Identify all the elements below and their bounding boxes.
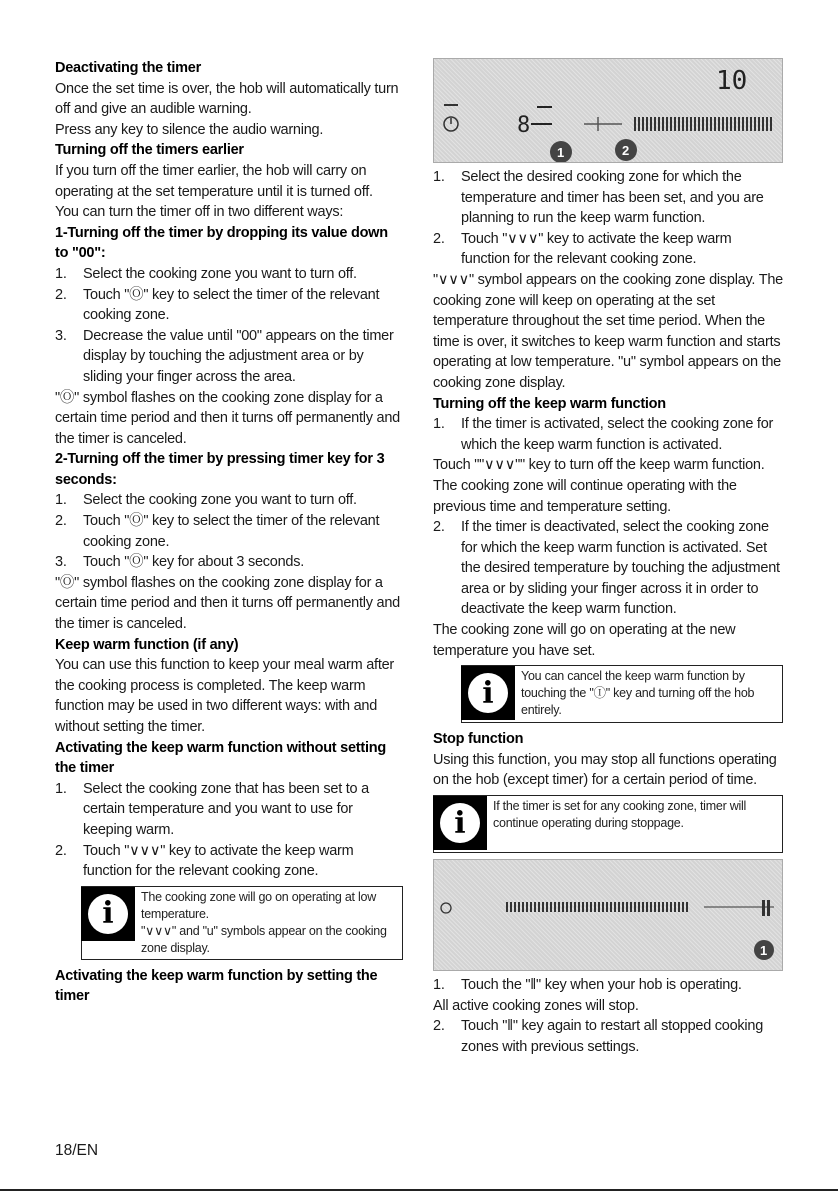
paragraph: "Ⓞ" symbol flashes on the cooking zone display for a certain time period and then it turns off permanently and the timer is canceled. bbox=[55, 389, 400, 447]
paragraph: "Ⓞ" symbol flashes on the cooking zone display for a certain time period and then it turns off permanently and the timer is canceled. bbox=[55, 574, 400, 633]
paragraph: The cooking zone will go on operating at the new temperature you have set. bbox=[433, 622, 736, 659]
section-title: Keep warm function (if any) bbox=[55, 636, 239, 653]
hob-control-panel-illustration bbox=[433, 58, 783, 163]
slider-bars bbox=[634, 117, 774, 131]
section-title: 1-Turning off the timer by dropping its value down to "00": bbox=[55, 224, 388, 262]
note-text: "∨∨∨" and "u" symbols appear on the cooking zone display. bbox=[141, 923, 387, 955]
paragraph: Using this function, you may stop all functions operating on the hob (except timer) for a certain period of time. bbox=[433, 751, 777, 789]
zone-display: 8 bbox=[517, 113, 531, 138]
list-item: 1. Select the cooking zone you want to turn off. bbox=[55, 492, 357, 509]
list-item: 2. Touch "‖" key again to restart all stopped cooking zones with previous settings. bbox=[433, 1018, 764, 1055]
paragraph: "∨∨∨" symbol appears on the cooking zone display. The cooking zone will keep on operating at the set temperature throughout the set time period. When the time is over, it switches to keep warm function and starts operating at low temperature. "u" symbol appears on the cooking zone display. bbox=[433, 271, 783, 391]
info-icon: i bbox=[433, 796, 487, 850]
right-column bbox=[433, 58, 783, 1057]
note-text: You can cancel the keep warm function by touching the "Ⓘ" key and turning off the hob entirely. bbox=[521, 669, 755, 718]
info-icon: i bbox=[81, 887, 135, 941]
paragraph: Touch ""∨∨∨"" key to turn off the keep warm function. The cooking zone will continue operating with the previous time and temperature setting. bbox=[433, 457, 765, 515]
hob-stop-panel-illustration bbox=[433, 859, 783, 971]
list-item: 1. If the timer is activated, select the cooking zone for which the keep warm function is activated. bbox=[433, 416, 774, 453]
paragraph: Press any key to silence the audio warning. bbox=[55, 121, 324, 138]
section-title: Stop function bbox=[433, 731, 524, 748]
info-note bbox=[461, 665, 783, 723]
section-title: Turning off the keep warm function bbox=[433, 395, 666, 412]
list-item: 2. Touch "∨∨∨" key to activate the keep warm function for the relevant cooking zone. bbox=[55, 842, 354, 880]
list-item: 1. Select the desired cooking zone for which the temperature and timer has been set, and you are planning to run the keep warm function. bbox=[433, 169, 764, 227]
paragraph: Once the set time is over, the hob will automatically turn off and give an audible warning. bbox=[55, 80, 399, 118]
list-item: 2. If the timer is deactivated, select the cooking zone for which the keep warm function is activated. Set the desired temperature by touching the adjustment area or by sliding your finger across it in order to deactivate the keep warm function. bbox=[433, 519, 780, 618]
section-title: Activating the keep warm function by setting the timer bbox=[55, 967, 378, 1005]
stop-key-icon bbox=[762, 900, 765, 916]
paragraph: You can turn the timer off in two different ways: bbox=[55, 204, 344, 221]
section-title: 2-Turning off the timer by pressing timer key for 3 seconds: bbox=[55, 451, 385, 488]
list-item: 1. Touch the "‖" key when your hob is operating. bbox=[433, 977, 742, 994]
info-icon: i bbox=[461, 666, 515, 720]
info-note bbox=[81, 886, 403, 960]
list-item: 3. Touch "Ⓞ" key for about 3 seconds. bbox=[55, 554, 305, 571]
section-title: Turning off the timers earlier bbox=[55, 142, 244, 159]
note-text: The cooking zone will go on operating at low temperature. bbox=[141, 889, 376, 921]
list-item: 2. Touch "Ⓞ" key to select the timer of the relevant cooking zone. bbox=[55, 286, 380, 324]
list-item: 2. Touch "∨∨∨" key to activate the keep warm function for the relevant cooking zone. bbox=[433, 230, 732, 268]
svg-text:2: 2 bbox=[622, 143, 630, 158]
paragraph: All active cooking zones will stop. bbox=[433, 997, 639, 1014]
list-item: 1. Select the cooking zone you want to turn off. bbox=[55, 265, 357, 282]
left-column bbox=[55, 58, 403, 1007]
section-title: Deactivating the timer bbox=[55, 60, 201, 76]
svg-text:1: 1 bbox=[557, 145, 565, 160]
note-text: If the timer is set for any cooking zone, timer will continue operating during stoppage. bbox=[493, 799, 747, 831]
page-number: 18/EN bbox=[55, 1142, 99, 1159]
list-item: 3. Decrease the value until "00" appears on the timer display by touching the adjustment area or by sliding your finger across the area. bbox=[55, 327, 394, 385]
list-item: 1. Select the cooking zone that has been set to a certain temperature and you want to use for keeping warm. bbox=[55, 780, 369, 838]
list-item: 2. Touch "Ⓞ" key to select the timer of the relevant cooking zone. bbox=[55, 513, 380, 550]
info-note bbox=[433, 795, 783, 853]
paragraph: You can use this function to keep your meal warm after the cooking process is completed. The keep warm function may be used in two different ways: with and without setting the timer. bbox=[55, 657, 394, 735]
paragraph: If you turn off the timer earlier, the hob will carry on operating at the set temperature until it is turned off. bbox=[55, 162, 373, 200]
svg-text:1: 1 bbox=[760, 943, 768, 959]
panel-display-readout: 10 bbox=[716, 66, 748, 96]
section-title: Activating the keep warm function without setting the timer bbox=[55, 739, 386, 777]
power-icon bbox=[441, 903, 451, 913]
